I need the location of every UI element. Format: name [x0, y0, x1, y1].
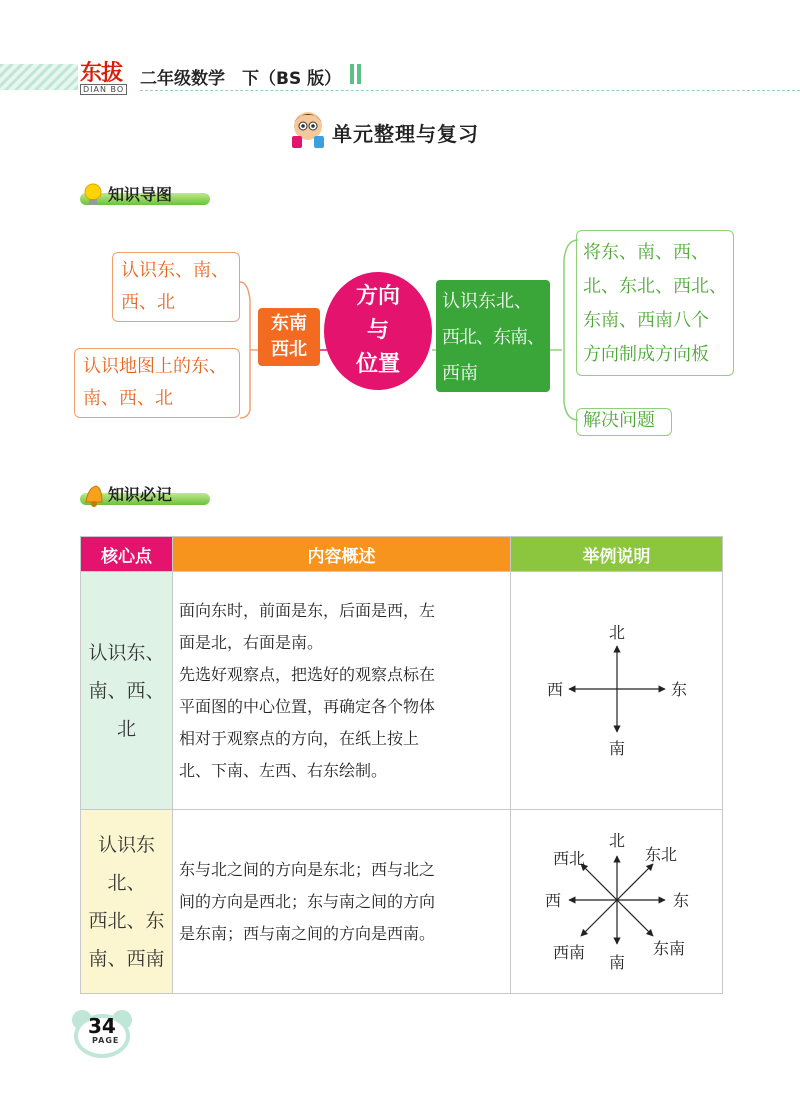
label-west: 西 [546, 679, 563, 699]
leaf-line: 认识东、南、 [121, 260, 229, 281]
label-north: 北 [608, 830, 625, 850]
section-mind-map-title: 知识导图 [108, 185, 173, 204]
leaf-line: 解决问题 [583, 410, 655, 431]
desc-line: 间的方向是西北；东与南之间的方向 [179, 891, 436, 911]
leaf-line: 方向制成方向板 [583, 344, 709, 365]
knowledge-table [80, 536, 723, 994]
arrow-northeast [617, 864, 653, 900]
node-line: 西南 [442, 363, 478, 384]
header-divider [140, 90, 800, 91]
desc-line: 相对于观察点的方向，在纸上按上 [179, 728, 420, 748]
key-line: 南、西、 [88, 679, 165, 702]
unit-title: 单元整理与复习 [332, 122, 479, 146]
desc-line: 面向东时，前面是东，后面是西，左 [179, 600, 436, 620]
key-point [81, 572, 173, 810]
label-southeast: 东南 [652, 938, 685, 958]
label-north: 北 [608, 622, 625, 642]
mind-map-center [324, 272, 432, 390]
description [173, 572, 511, 810]
key-line: 南、西南 [88, 947, 165, 970]
page-label: PAGE [92, 1036, 120, 1045]
table-row [81, 572, 723, 810]
leaf-map-directions [74, 348, 240, 418]
label-northeast: 东北 [644, 844, 677, 864]
publisher-logo: 东拔 [80, 60, 123, 86]
leaf-line: 认识地图上的东、 [83, 356, 227, 377]
header-stripe [0, 64, 78, 90]
section-mind-map [80, 182, 210, 208]
desc-line: 是东南；西与南之间的方向是西南。 [179, 923, 436, 943]
key-point [81, 810, 173, 994]
label-east: 东 [672, 890, 689, 910]
key-line: 认识东、 [88, 641, 165, 664]
section-must-know [80, 482, 210, 508]
desc-line: 先选好观察点，把选好的观察点标在 [179, 664, 436, 684]
key-line: 认识东北、 [97, 833, 155, 894]
leaf-recognize-directions [112, 252, 240, 322]
key-line: 西北、东 [88, 909, 165, 932]
bell-icon [82, 482, 106, 508]
leaf-line: 北、东北、西北、 [583, 276, 727, 297]
arrow-northwest [581, 864, 617, 900]
desc-line: 北、下南、左西、右东绘制。 [179, 760, 388, 780]
page-number: 34 [88, 1014, 116, 1038]
table-header-row [81, 537, 723, 572]
node-four-directions [258, 308, 320, 366]
label-south: 南 [608, 738, 625, 758]
leaf-solve-problems [576, 408, 672, 436]
arrow-southeast [617, 900, 653, 936]
label-east: 东 [670, 679, 687, 699]
center-line: 方向 [355, 284, 400, 309]
label-northwest: 西北 [552, 848, 585, 868]
example-eight-directions [511, 810, 723, 994]
arrow-southwest [581, 900, 617, 936]
leaf-direction-board [576, 230, 734, 376]
center-line: 位置 [355, 352, 400, 377]
leaf-line: 南、西、北 [83, 388, 173, 409]
publisher-logo-sub: DIAN BO [80, 84, 127, 95]
table-row [81, 810, 723, 994]
column-header: 举例说明 [511, 537, 723, 572]
label-west: 西 [544, 890, 561, 910]
lightbulb-icon [82, 182, 104, 208]
desc-line: 东与北之间的方向是东北；西与北之 [179, 859, 436, 879]
leaf-line: 东南、西南八个 [583, 310, 709, 331]
key-line: 北 [116, 717, 136, 740]
column-header: 核心点 [81, 537, 173, 572]
leaf-line: 西、北 [121, 292, 175, 313]
node-eight-directions [436, 280, 550, 392]
section-must-know-title: 知识必记 [108, 485, 173, 504]
mascot-icon [286, 106, 330, 150]
desc-line: 平面图的中心位置，再确定各个物体 [179, 696, 436, 716]
label-south: 南 [608, 952, 625, 972]
label-southwest: 西南 [552, 942, 585, 962]
leaf-line: 将东、南、西、 [583, 242, 709, 263]
desc-line: 面是北，右面是南。 [179, 632, 324, 652]
node-line: 东南 [271, 313, 307, 334]
example-four-directions [511, 572, 723, 810]
node-line: 认识东北、 [442, 291, 532, 312]
center-line: 与 [366, 318, 389, 343]
node-line: 西北 [271, 339, 307, 360]
book-title: 二年级数学 下（BS 版） [140, 69, 342, 89]
compass-eight-diagram [517, 820, 717, 980]
column-header: 内容概述 [173, 537, 511, 572]
compass-four-diagram [517, 614, 717, 764]
description [173, 810, 511, 994]
node-line: 西北、东南、 [442, 327, 544, 348]
header-bars [350, 64, 364, 88]
